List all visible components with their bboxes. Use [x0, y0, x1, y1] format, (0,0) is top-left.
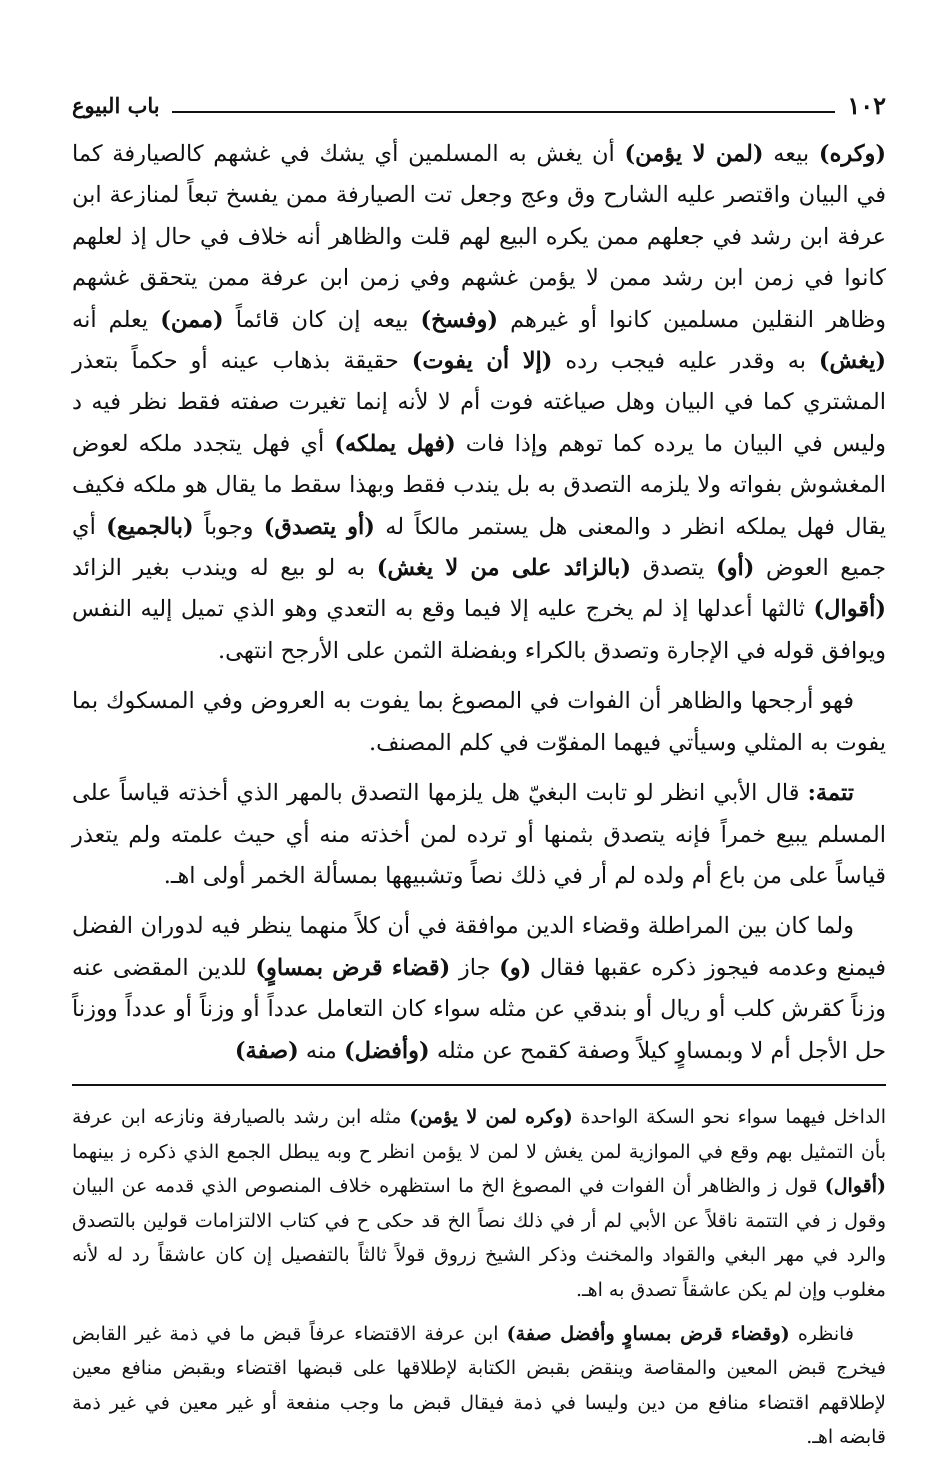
quoted-term: (وفسخ) [420, 306, 499, 333]
quoted-term: (وقضاء قرض بمساوٍ وأفضل صفة) [506, 1322, 790, 1345]
text-run: يعلم أنه [72, 306, 161, 333]
text-run: جاز [450, 954, 500, 981]
quoted-term: (يغش) [818, 348, 886, 375]
header-rule [172, 111, 836, 113]
quoted-term: (بالجميع) [106, 513, 194, 540]
paragraph-3 [72, 773, 886, 897]
quoted-term: (وأفضل) [343, 1037, 430, 1064]
text-run: بيعه إن كان قائماً [223, 306, 421, 333]
quoted-term: (و) [499, 954, 532, 981]
paragraph-4 [72, 906, 886, 1072]
quoted-term: (أو يتصدق) [263, 513, 375, 540]
main-text [72, 134, 886, 1072]
quoted-term: (أقوال) [824, 1175, 886, 1198]
text-run: ابن عرفة الاقتضاء عرفاً قبض ما في ذمة غير القابض فيخرج قبض المعين والمقاصة وينقض بقبض الكتابة لإطلاقها على قبضها اقتضاء وبقبض منافع معين لإطلاقهم اقتضاء منافع من دين وليسا في ذمة فيقال قبض ما وجب منفعة أو غير معين في غير ذمة قابضه اهـ. [72, 1322, 886, 1449]
quoted-term: (أو) [716, 555, 755, 582]
book-page [72, 86, 886, 1464]
text-run: منه [298, 1037, 344, 1064]
footnotes [72, 1100, 886, 1455]
quoted-term: (وكره) [818, 141, 886, 167]
text-run: أي جميع العوض [72, 513, 886, 582]
text-run: يتصدق [631, 555, 716, 582]
text-run: قول ز والظاهر أن الفوات في المصوغ الخ ما استظهره خلاف المنصوص الذي قدمه عن البيان وقول ز في التتمة ناقلاً عن الأبي لم أر في ذلك نصاً الخ قد حكى ح في كتاب الالتزامات قولين بالتصدق والرد في مهر البغي والقواد والمخنث وذكر الشيخ زروق قولاً ثالثاً بالتفصيل إن كان عاشقاً رد له لأنه مغلوب وإن لم يكن عاشقاً تصدق به اهـ. [72, 1175, 887, 1301]
text-run: أن يغش به المسلمين أي يشك في غشهم كالصيارفة كما في البيان واقتصر عليه الشارح وق وعج وجعل تت الصيارفة ممن يفسخ تبعاً لمنازعة ابن عرفة ابن رشد في جعلهم ممن يكره البيع لهم قلت والظاهر أنه خلاف في حال إذ لعلهم كانوا في زمن ابن رشد ممن لا يؤمن غشهم وفي زمن ابن عرفة ممن يتحقق غشهم وظاهر النقلين مسلمين كانوا أو غيرهم [72, 141, 886, 333]
quoted-term: (وكره لمن لا يؤمن) [409, 1105, 573, 1128]
text-run: وجوباً [193, 513, 264, 540]
paragraph-1 [72, 134, 886, 672]
footnote-2 [72, 1317, 886, 1455]
text-run: حقيقة بذهاب عينه أو حكماً بتعذر المشتري كما في البيان وهل صياغته فوت أم لا لأنه إنما تغيرت صفته فقط نظر فيه د وليس في البيان ما يرده كما توهم وإذا فات [72, 348, 886, 457]
quoted-term: (أقوال) [813, 596, 886, 623]
quoted-term: (قضاء قرض بمساوٍ) [255, 954, 451, 981]
text-run: للدين المقضى عنه وزناً كقرش كلب أو ريال أو بندقي عن مثله سواء كان التعامل عدداً أو وزناً أو عدداً ووزناً حل الأجل أم لا وبمساوٍ كيلاً وصفة كقمح عن مثله [72, 954, 886, 1064]
quoted-term: (صفة) [234, 1037, 299, 1064]
footnote-1 [72, 1100, 886, 1308]
page-number: ١٠٢ [847, 91, 886, 120]
text-run: أي فهل يتجدد ملكه لعوض المغشوش بفواته ولا يلزمه التصدق به بل يندب فقط وبهذا سقط ما يقال هو ملكه فكيف يقال فهل يملكه انظر د والمعنى هل يستمر مالكاً له [72, 430, 886, 540]
text-run: به وقدر عليه فيجب رده [552, 348, 819, 375]
text-run: ثالثها أعدلها إذ لم يخرج عليه إلا فيما وقع به التعدي وهو الذي تميل إليه النفس ويوافق قوله في الإجارة وتصدق بالكراء وبفضلة الثمن على الأرجح انتهى. [72, 596, 886, 664]
text-run: الداخل فيهما سواء نحو السكة الواحدة [572, 1105, 886, 1128]
tatimma-label: تتمة: [807, 780, 854, 807]
text-run: بيعه [763, 141, 819, 167]
text-run: مثله ابن رشد بالصيارفة ونازعه ابن عرفة بأن التمثيل بهم وقع في الموازية لمن يغش لا لمن لا يؤمن انظر ح وبه يبطل الجمع الذي ذكره ز بينهما [72, 1105, 886, 1163]
text-run: به لو بيع له ويندب بغير الزائد [72, 555, 377, 582]
footnote-separator [72, 1084, 886, 1086]
quoted-term: (ممن) [160, 306, 224, 333]
quoted-term: (بالزائد على من لا يغش) [376, 555, 632, 582]
running-title: باب البيوع [72, 93, 160, 118]
quoted-term: (فهل يملكه) [334, 430, 456, 457]
text-run: فانظره [789, 1322, 855, 1345]
text-run: قال الأبي انظر لو تابت البغيّ هل يلزمها التصدق بالمهر الذي أخذته قياساً على المسلم يبيع خمراً فإنه يتصدق بثمنها أو ترده لمن أخذته منه أي حيث علمته ولم يتعذر قياساً على من باع أم ولده لم أر في ذلك نصاً وتشبيهها بمسألة الخمر أولى اهـ. [72, 780, 886, 889]
paragraph-2: فهو أرجحها والظاهر أن الفوات في المصوغ بما يفوت به العروض وفي المسكوك بما يفوت به المثلي وسيأتي فيهما المفوّت في كلم المصنف. [72, 688, 886, 756]
text-run: ولما كان بين المراطلة وقضاء الدين موافقة في أن كلاً منهما ينظر فيه لدوران الفضل فيمنع وعدمه فيجوز ذكره عقبها فقال [72, 913, 886, 981]
quoted-term: (لمن لا يؤمن) [624, 141, 764, 167]
page-header [72, 86, 886, 120]
quoted-term: (إلا أن يفوت) [411, 348, 553, 375]
